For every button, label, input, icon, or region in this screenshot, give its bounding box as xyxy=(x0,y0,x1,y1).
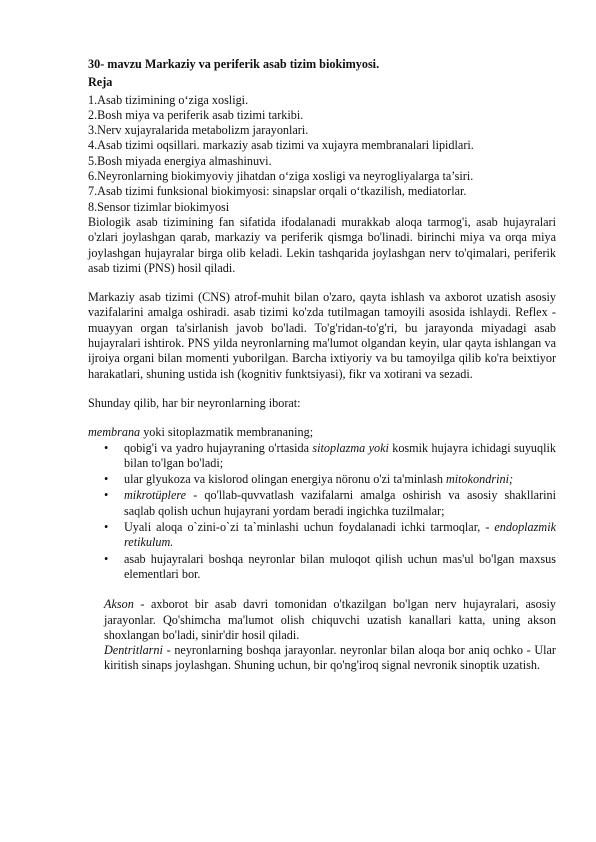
membrane-term: membrana xyxy=(88,425,141,440)
list-item: • mikrotüplere - qo'llab-quvvatlash vazifalarni amalga oshirish va asosiy shakllarini saqlab qolish uchun hujayrani yordam beradi ingichka tuzilmalar; xyxy=(88,488,556,519)
plan-item: 2.Bosh miya va periferik asab tizimi tarkibi. xyxy=(88,107,304,122)
akson-text: - axborot bir asab davri tomonidan o'tkazilgan bo'lgan nerv hujayralari, asosiy jarayonlar. Qo'shimcha ma'lumot olish chiquvchi uzatish kanallari katta, uning akson shoxlangan bo'ladi, sinir'dir hosil qiladi. xyxy=(104,597,556,642)
paragraph-intro: Biologik asab tizimining fan sifatida ifodalanadi murakkab aloqa tarmog'i, asab hujayralari o'zlari joylashgan qarab, markaziy va periferik qismga bo'linadi. birinchi miya va orqa miya joylashgan hujayralar birga olib keladi. Lekin tashqarida joylashgan nerv to'qimalari, periferik asab tizimi (PNS) hosil qiladi. xyxy=(88,214,556,275)
list-item: • qobig'i va yadro hujayraning o'rtasida sitoplazma yoki kosmik hujayra ichidagi suyuqlik bilan to'lgan bo'ladi; xyxy=(88,441,556,472)
list-item: • ular glyukoza va kislorod olingan energiya nöronu o'zi ta'minlash mitokondrini; xyxy=(88,472,556,487)
membrane-text: yoki sitoplazmatik membrananing; xyxy=(140,425,314,440)
document-title: 30- mavzu Markaziy va periferik asab tizim biokimyosi. xyxy=(88,57,380,71)
plan-item: 7.Asab tizimi funksional biokimyosi: sinapslar orqali o‘tkazilish, mediatorlar. xyxy=(88,184,467,199)
plan-item: 5.Bosh miyada energiya almashinuvi. xyxy=(88,153,272,168)
neuron-parts-list xyxy=(88,441,556,583)
paragraph-cns: Markaziy asab tizimi (CNS) atrof-muhit bilan o'zaro, qayta ishlash va axborot uzatish asosiy vazifalarini amalga oshiradi. asab tizimi ko'zda tutilmagan tamoyili asosida ishlaydi. Reflex - muayyan organ ta'sirlanish javob bo'ladi. To'g'ridan-to'g'ri, bu jarayonda miyadagi asab hujayralari ishtirok. PNS yilda neyronlarning ma'lumot olgandan keyin, ular qayta ishlangan va ijroiya organi bilan momenti yuborilgan. Barcha ixtiyoriy va bu tamoyilga qilib ko'ra beixtiyor harakatlari, shuning ustida ish (kognitiv funktsiyasi), fikr va xotirani va sezadi. xyxy=(88,290,556,381)
dendrit-term: Dentritlarni xyxy=(104,643,163,658)
dendrit-text: - neyronlarning boshqa jarayonlar. neyronlar bilan aloqa bor aniq ochko - Ular kiritish sinaps joylashgan. Shuning uchun, bir qo'ng'iroq signal nevronik sinoptik uzatish. xyxy=(104,643,556,673)
paragraph-neuron-parts: Shunday qilib, har bir neyronlarning iborat: xyxy=(88,395,301,410)
document-page xyxy=(88,57,556,674)
plan-item: 8.Sensor tizimlar biokimyosi xyxy=(88,199,230,214)
plan-list xyxy=(88,93,556,215)
plan-item: 6.Neyronlarning biokimyoviy jihatdan o‘ziga xosligi va neyrogliyalarga ta’siri. xyxy=(88,169,474,184)
akson-paragraph xyxy=(88,597,556,643)
akson-term: Akson xyxy=(104,597,134,612)
list-item: • asab hujayralari boshqa neyronlar bilan muloqot qilish uchun mas'ul bo'lgan maxsus elementlari bor. xyxy=(88,552,556,583)
membrane-line xyxy=(88,425,556,440)
plan-heading: Reja xyxy=(88,75,113,90)
plan-item: 3.Nerv xujayralarida metabolizm jarayonlari. xyxy=(88,123,309,138)
dendrit-paragraph xyxy=(88,643,556,674)
plan-item: 1.Asab tizimining o‘ziga xosligi. xyxy=(88,92,249,107)
plan-item: 4.Asab tizimi oqsillari. markaziy asab tizimi va xujayra membranalari lipidlari. xyxy=(88,138,474,153)
list-item: • Uyali aloqa o`zini-o`zi ta`minlashi uchun foydalanadi ichki tarmoqlar, - endoplazmik retikulum. xyxy=(88,520,556,551)
